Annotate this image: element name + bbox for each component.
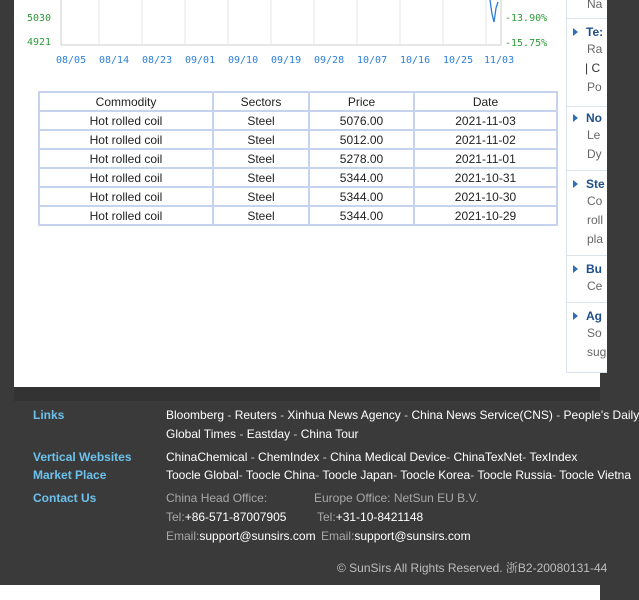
cell-price: 5344.00 [309,187,414,206]
link-china-medical-device[interactable]: China Medical Device [330,450,447,464]
sidebar-item-line: Le [587,128,601,142]
email-label: Email: [166,529,200,543]
sidebar-item-line: Ra [587,42,603,56]
sidebar-divider [567,106,607,107]
x-label: 10/07 [357,55,388,66]
tel-label: Tel: [166,510,185,524]
x-label: 09/10 [228,55,259,66]
x-axis-labels [56,55,514,66]
china-email [166,529,316,543]
link-toocle-japan[interactable]: Toocle Japan [322,468,394,482]
site-footer [14,387,639,585]
europe-tel [317,510,423,524]
sidebar-item-line: | C [585,61,601,75]
link-toocle-russia[interactable]: Toocle Russia [477,468,553,482]
x-label: 10/16 [400,55,431,66]
main-content [14,0,603,387]
copyright-text: © SunSirs All Rights Reserved. 浙B2-20080131-44 [337,561,608,575]
table-header-row [39,92,557,111]
link-reuters[interactable]: Reuters [234,408,277,422]
caret-right-icon [573,180,578,188]
price-chart [14,0,566,80]
cell-commodity: Hot rolled coil [39,130,213,149]
cell-price: 5012.00 [309,130,414,149]
sidebar-item-line: Po [587,80,602,94]
header-date: Date [414,92,557,111]
cell-commodity: Hot rolled coil [39,149,213,168]
europe-tel-number[interactable]: +31-10-8421148 [335,510,424,524]
link-peoples-daily[interactable]: People's Daily [563,408,639,422]
x-label: 10/25 [443,55,474,66]
sidebar-item-line: sug [587,345,607,359]
cell-date: 2021-11-03 [414,111,557,130]
x-label: 08/14 [99,55,130,66]
cell-commodity: Hot rolled coil [39,206,213,225]
links-label[interactable]: Links [33,408,65,422]
link-cns[interactable]: China News Service(CNS) [411,408,553,422]
link-chinatexnet[interactable]: ChinaTexNet [453,450,523,464]
link-toocle-vietnam[interactable]: Toocle Vietna [559,468,632,482]
china-office-label: China Head Office: [166,491,268,505]
europe-office-label: Europe Office: NetSun EU B.V. [314,491,479,505]
cell-date: 2021-11-02 [414,130,557,149]
cell-price: 5344.00 [309,206,414,225]
table-row [39,168,557,187]
x-label: 11/03 [484,55,515,66]
china-tel [166,510,286,524]
sidebar-divider [567,18,607,19]
cell-sector: Steel [213,206,309,225]
cell-price: 5344.00 [309,168,414,187]
link-chemindex[interactable]: ChemIndex [258,450,320,464]
link-eastday[interactable]: Eastday [246,427,291,441]
sidebar-top-text: Na [587,0,603,11]
cell-sector: Steel [213,168,309,187]
market-place-row: Toocle Global- Toocle China- Toocle Japan- Toocle Korea- Toocle Russia- Toocle Vietna [166,468,632,482]
sidebar-item-line: pla [587,232,604,246]
right-label-1: -13.90% [505,13,548,24]
right-label-2: -15.75% [505,38,548,49]
sidebar-item-title[interactable]: Ag [586,309,602,323]
related-news-sidebar [566,0,607,373]
cell-price: 5076.00 [309,111,414,130]
cell-date: 2021-10-29 [414,206,557,225]
cell-commodity: Hot rolled coil [39,168,213,187]
x-label: 09/28 [314,55,345,66]
caret-right-icon [573,114,578,122]
cell-sector: Steel [213,130,309,149]
cell-sector: Steel [213,149,309,168]
left-margin [0,0,14,387]
cell-commodity: Hot rolled coil [39,187,213,206]
table-row [39,187,557,206]
header-price: Price [309,92,414,111]
sidebar-item-title[interactable]: Te: [586,25,604,39]
sidebar-item-line: Dy [587,147,602,161]
cell-date: 2021-11-01 [414,149,557,168]
sidebar-item-line: roll [587,213,604,227]
sidebar-item-line: So [587,326,602,340]
links-row: Bloomberg - Reuters - Xinhua News Agency - China News Service(CNS) - People's Daily [166,408,639,422]
chart-gridlines [99,0,486,45]
x-label: 08/23 [142,55,173,66]
links-row-2: Global Times - Eastday - China Tour [166,427,359,441]
link-texindex[interactable]: TexIndex [529,450,578,464]
bottom-strip [0,585,600,600]
sidebar-divider [567,170,607,171]
cell-sector: Steel [213,111,309,130]
sidebar-item-title[interactable]: Ste [586,177,605,191]
y-label-4921: 4921 [27,37,52,48]
table-row [39,206,557,225]
tel-label: Tel: [317,510,336,524]
sidebar-item-line: Co [587,194,603,208]
link-bloomberg[interactable]: Bloomberg [166,408,225,422]
sidebar-item-line: Ce [587,279,603,293]
link-global-times[interactable]: Global Times [166,427,237,441]
price-table [38,91,558,226]
y-label-5030: 5030 [27,13,52,24]
cell-commodity: Hot rolled coil [39,111,213,130]
link-toocle-korea[interactable]: Toocle Korea [400,468,471,482]
sidebar-divider [567,302,607,303]
market-place-label[interactable]: Market Place [33,468,107,482]
link-china-tour[interactable]: China Tour [300,427,359,441]
sidebar-divider [567,255,607,256]
table-row [39,111,557,130]
cell-sector: Steel [213,187,309,206]
europe-email [321,529,471,543]
vertical-websites-row: ChinaChemical - ChemIndex - China Medical Device- ChinaTexNet- TexIndex [166,450,578,464]
contact-us-label[interactable]: Contact Us [33,491,97,505]
sidebar-item-title[interactable]: Bu [586,262,602,276]
header-commodity: Commodity [39,92,213,111]
caret-right-icon [573,312,578,320]
link-toocle-global[interactable]: Toocle Global [166,468,239,482]
sidebar-item-title[interactable]: No [586,111,602,125]
footer-top-bar [14,387,600,401]
link-chinachemical[interactable]: ChinaChemical [166,450,248,464]
table-row [39,149,557,168]
price-line [490,0,498,22]
caret-right-icon [573,28,578,36]
cell-price: 5278.00 [309,149,414,168]
x-label: 08/05 [56,55,87,66]
link-toocle-china[interactable]: Toocle China [245,468,316,482]
china-tel-number[interactable]: +86-571-87007905 [184,510,287,524]
link-xinhua[interactable]: Xinhua News Agency [287,408,401,422]
header-sectors: Sectors [213,92,309,111]
europe-email-link[interactable]: support@sunsirs.com [354,529,471,543]
caret-right-icon [573,265,578,273]
email-label: Email: [321,529,355,543]
cell-date: 2021-10-30 [414,187,557,206]
china-email-link[interactable]: support@sunsirs.com [199,529,316,543]
vertical-websites-label[interactable]: Vertical Websites [33,450,132,464]
cell-date: 2021-10-31 [414,168,557,187]
table-row [39,130,557,149]
x-label: 09/01 [185,55,216,66]
x-label: 09/19 [271,55,302,66]
